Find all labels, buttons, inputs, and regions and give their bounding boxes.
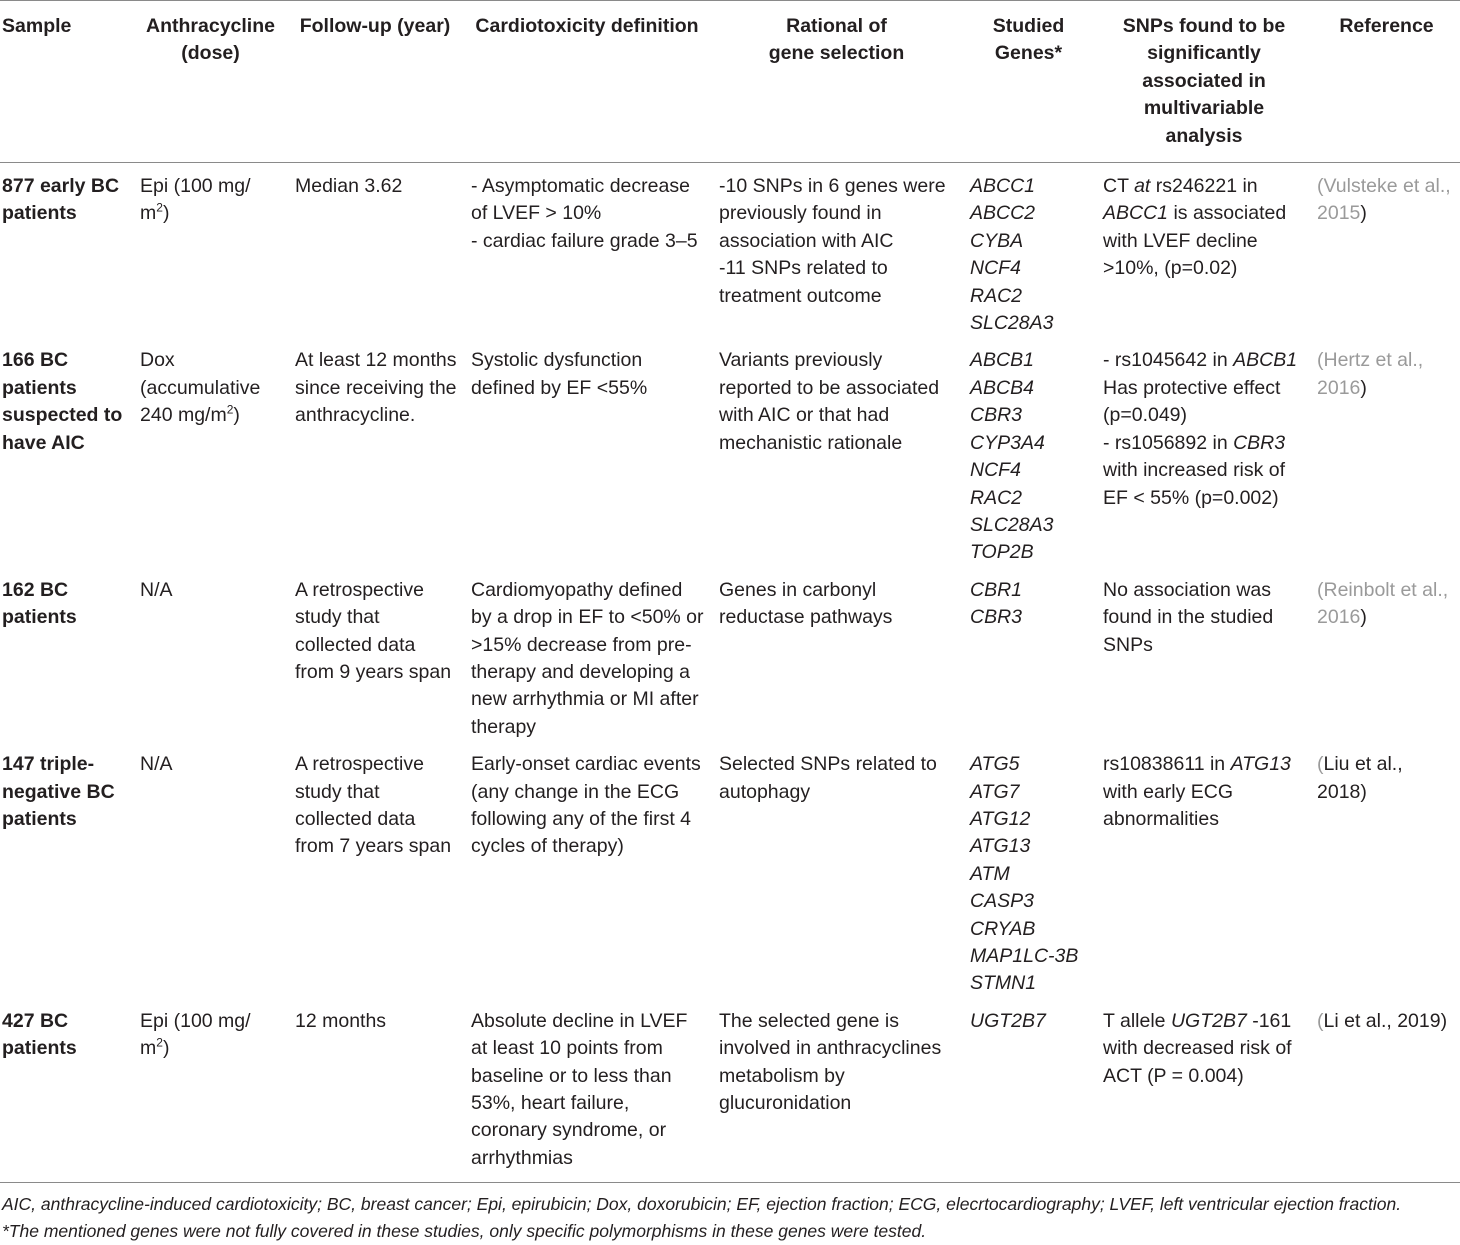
snp-gene: at [1134, 175, 1151, 198]
rationale-line: Variants previously reported to be associated with AIC or that had mechanistic rationale [719, 349, 940, 454]
cell-sample: 166 BC patients suspected to have AIC [2, 349, 123, 454]
header-reference: Reference [1339, 15, 1434, 37]
gene-name: ATG5 [970, 753, 1020, 776]
gene-name: SLC28A3 [970, 513, 1054, 536]
cell-definition [463, 567, 711, 741]
cell-followup: At least 12 months since receiving the anthracycline. [295, 349, 457, 427]
footnote-genes-note: *The mentioned genes were not fully covered in these studies, only specific polymorphisms in these genes were tested. [2, 1221, 927, 1242]
gene-name: CBR1 [970, 578, 1023, 601]
snp-text: -161 with decreased risk of ACT (P = 0.004) [1103, 1009, 1292, 1087]
gene-name: ABCB1 [970, 349, 1034, 372]
snp-text: CT [1103, 175, 1135, 198]
snp-gene: ATG13 [1230, 753, 1291, 776]
footnote-abbreviations: AIC, anthracycline-induced cardiotoxicity; BC, breast cancer; Epi, epirubicin; Dox, doxorubicin; EF, ejection fraction; ECG, elecrtocardiography; LVEF, left ventricular ejection fraction. [2, 1194, 1402, 1215]
gene-name: CYP3A4 [970, 431, 1045, 454]
definition-line: Early-onset cardiac events (any change in the ECG following any of the first 4 cycles of therapy) [471, 753, 701, 858]
dose-superscript: 2 [156, 1035, 163, 1050]
reference-citation: (Reinbolt et al., 2016) [1317, 578, 1449, 629]
snp-gene: ABCC1 [1103, 202, 1169, 225]
gene-name: ATG12 [970, 807, 1031, 830]
header-sample: Sample [2, 15, 72, 37]
cell-rationale [711, 567, 962, 741]
header-anthracycline: Anthracycline (dose) [146, 15, 275, 65]
snp-text: T allele [1103, 1009, 1171, 1032]
cell-genes [962, 567, 1095, 741]
gene-name: RAC2 [970, 284, 1023, 307]
cell-sample: 877 early BC patients [2, 175, 120, 225]
table-row [0, 741, 1460, 998]
cell-followup: A retrospective study that collected data from 7 years span [295, 753, 452, 858]
gene-name: CBR3 [970, 404, 1023, 427]
cell-reference [1313, 163, 1460, 338]
cell-reference [1313, 567, 1460, 741]
snp-gene: ABCB1 [1233, 349, 1298, 372]
cell-followup: A retrospective study that collected data from 9 years span [295, 578, 452, 683]
cell-anthracycline [134, 163, 287, 338]
table-header-row [0, 1, 1460, 163]
snp-text: - rs1056892 in [1103, 431, 1234, 454]
reference-citation: (Vulsteke et al., 2015) [1317, 175, 1451, 225]
cell-anthracycline [134, 567, 287, 741]
cell-definition [463, 337, 711, 566]
rationale-line: -10 SNPs in 6 genes were previously found in association with AIC [719, 175, 946, 252]
gene-name: ATG13 [970, 835, 1031, 858]
gene-name: NCF4 [970, 459, 1021, 482]
gene-name: ABCB4 [970, 376, 1034, 399]
rationale-line: Selected SNPs related to autophagy [719, 753, 937, 803]
gene-name: CASP3 [970, 890, 1034, 913]
dose-superscript: 2 [156, 200, 163, 215]
gene-name: ATM [970, 862, 1010, 885]
snp-gene: UGT2B7 [1170, 1009, 1247, 1032]
rationale-line: -11 SNPs related to treatment outcome [719, 257, 888, 307]
dose-text: Epi (100 mg/ m [140, 1009, 251, 1060]
dose-superscript: 2 [226, 402, 234, 417]
table-row [0, 337, 1460, 566]
cell-reference [1313, 337, 1460, 566]
definition-line: - cardiac failure grade 3–5 [471, 229, 698, 252]
snp-text: Has protective effect (p=0.049) [1103, 376, 1281, 427]
cell-followup: Median 3.62 [295, 175, 403, 198]
dose-text: Dox (accumulative 240 mg/m [140, 349, 261, 427]
header-snps: SNPs found to be significantly associated in multivariable analysis [1122, 15, 1286, 147]
definition-line: - Asymptomatic decrease of LVEF > 10% [471, 175, 690, 225]
table-footnotes [0, 1182, 1460, 1245]
cell-rationale [711, 998, 962, 1182]
table-row [0, 998, 1460, 1182]
header-genes: Studied Genes* [992, 15, 1065, 65]
cell-anthracycline [134, 337, 287, 566]
cell-reference [1313, 998, 1460, 1182]
snp-text: is associated with LVEF decline >10%, (p=0.02) [1103, 202, 1287, 280]
gene-name: ABCC2 [970, 202, 1036, 225]
cell-genes [962, 337, 1095, 566]
table-body [0, 163, 1460, 1183]
cell-rationale [711, 741, 962, 998]
cell-snps [1095, 998, 1313, 1182]
cell-snps [1095, 567, 1313, 741]
dose-close: ) [162, 1037, 170, 1060]
snp-gene: CBR3 [1233, 431, 1286, 454]
gene-name: TOP2B [970, 541, 1034, 564]
gene-name: STMN1 [970, 972, 1037, 995]
cell-rationale [711, 163, 962, 338]
table-row [0, 567, 1460, 741]
header-rationale: Rational of gene selection [768, 15, 905, 65]
snp-text: - rs1045642 in [1103, 349, 1234, 372]
cell-rationale [711, 337, 962, 566]
cell-snps [1095, 337, 1313, 566]
cell-sample: 427 BC patients [2, 1009, 77, 1060]
header-followup: Follow-up (year) [299, 15, 451, 37]
dose-close: ) [162, 202, 170, 225]
cell-snps [1095, 741, 1313, 998]
cell-definition [463, 163, 711, 338]
snp-text: No association was found in the studied SNPs [1103, 578, 1274, 656]
definition-line: Cardiomyopathy defined by a drop in EF to <50% or >15% decrease from pre-therapy and developing a new arrhythmia or MI after therapy [471, 578, 704, 738]
gene-name: CYBA [970, 229, 1024, 252]
cell-anthracycline [134, 741, 287, 998]
cell-definition [463, 998, 711, 1182]
gene-name: NCF4 [970, 257, 1021, 280]
snp-text: with early ECG abnormalities [1103, 780, 1234, 830]
dose-text: Epi (100 mg/ m [140, 175, 251, 225]
gene-name: SLC28A3 [970, 312, 1054, 335]
cell-anthracycline [134, 998, 287, 1182]
cell-definition [463, 741, 711, 998]
cell-genes [962, 741, 1095, 998]
snp-text: with increased risk of EF < 55% (p=0.002) [1103, 459, 1286, 509]
reference-citation: (Hertz et al., 2016) [1317, 349, 1424, 399]
cell-followup: 12 months [295, 1009, 387, 1032]
gene-name: MAP1LC-3B [970, 945, 1079, 967]
snp-text: rs10838611 in [1103, 753, 1231, 776]
gene-name: ABCC1 [970, 175, 1036, 198]
header-definition: Cardiotoxicity definition [475, 15, 699, 37]
cell-genes [962, 998, 1095, 1182]
definition-line: Absolute decline in LVEF at least 10 points from baseline or to less than 53%, heart failure, coronary syndrome, or arrhythmias [471, 1009, 688, 1169]
gene-name: ATG7 [970, 780, 1020, 803]
rationale-line: Genes in carbonyl reductase pathways [719, 578, 893, 629]
dose-text: N/A [140, 578, 173, 601]
gene-name: CBR3 [970, 606, 1023, 629]
gene-name: CRYAB [970, 917, 1036, 940]
gene-name: UGT2B7 [970, 1009, 1046, 1032]
cell-reference [1313, 741, 1460, 998]
definition-line: Systolic dysfunction defined by EF <55% [471, 349, 648, 399]
dose-text: N/A [140, 753, 173, 776]
gene-name: RAC2 [970, 486, 1023, 509]
rationale-line: The selected gene is involved in anthracyclines metabolism by glucuronidation [719, 1009, 942, 1115]
cell-sample: 162 BC patients [2, 578, 77, 629]
reference-citation: (Li et al., 2019) [1317, 1009, 1448, 1032]
reference-citation: (Liu et al., 2018) [1317, 753, 1403, 803]
snp-text: rs246221 in [1150, 175, 1258, 198]
cell-genes [962, 163, 1095, 338]
table-row [0, 163, 1460, 338]
cell-snps [1095, 163, 1313, 338]
dose-close: ) [233, 404, 240, 427]
cell-sample: 147 triple-negative BC patients [2, 753, 115, 830]
